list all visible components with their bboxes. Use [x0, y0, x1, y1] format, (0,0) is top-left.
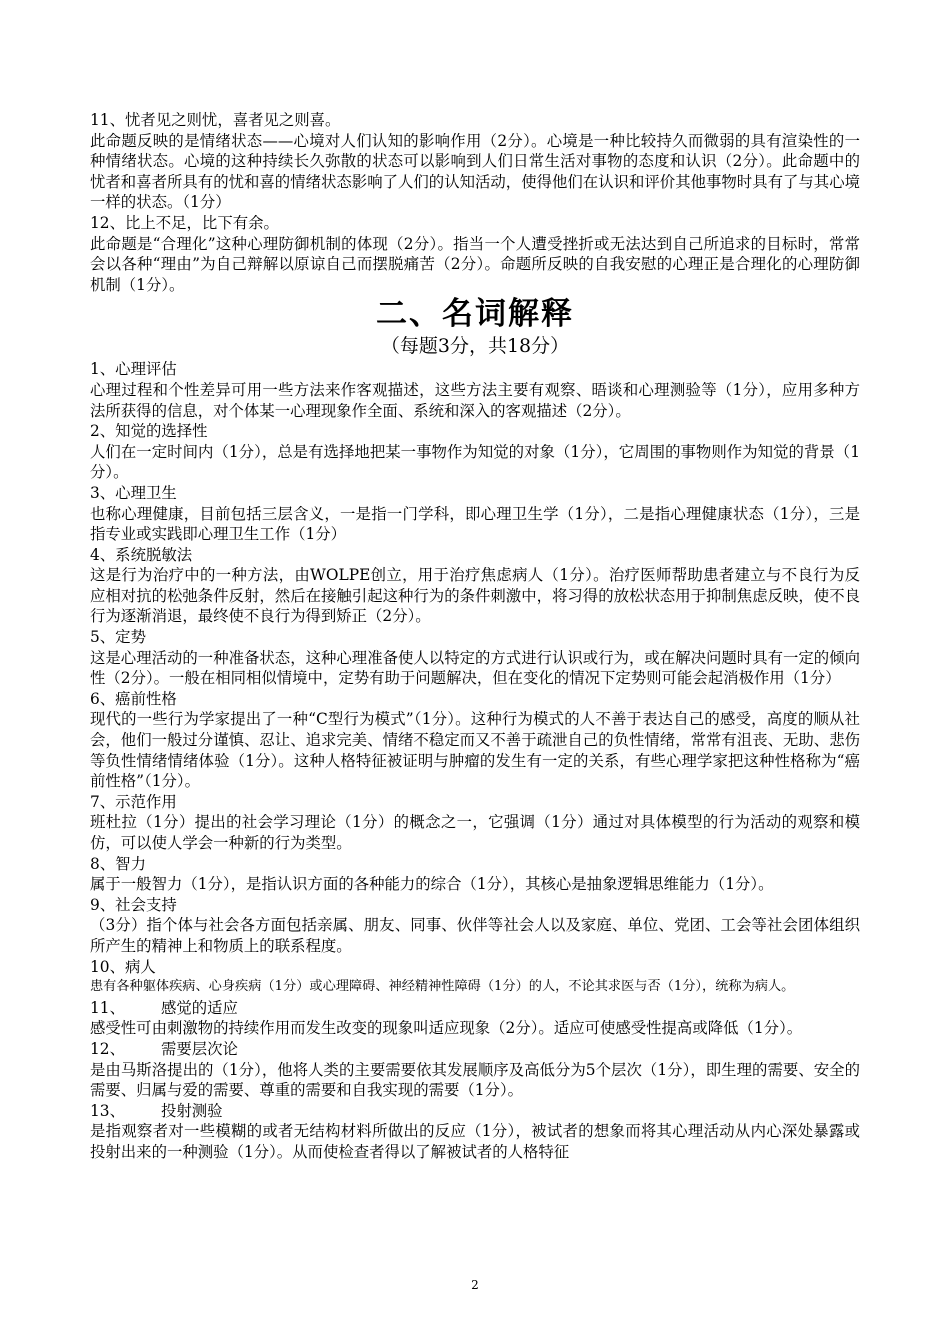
term-13-definition: 是指观察者对一些模糊的或者无结构材料所做出的反应（1分），被试者的想象而将其心理活动从内心深处暴露或投射出来的一种测验（1分）。从而使检查者得以了解被试者的人格特征 [90, 1122, 860, 1161]
term-12-title [90, 1039, 860, 1060]
term-11-name: 感觉的适应 [160, 998, 238, 1017]
term-3-definition: 也称心理健康，目前包括三层含义，一是指一门学科，即心理卫生学（1分），二是指心理健康状态（1分），三是指专业或实践即心理卫生工作（1分） [90, 504, 860, 544]
question-11-answer: 此命题反映的是情绪状态——心境对人们认知的影响作用（2分）。心境是一种比较持久而微弱的具有渲染性的一种情绪状态。心境的这种持续长久弥散的状态可以影响到人们日常生活对事物的态度和认识（2分）。此命题中的忧者和喜者所具有的忧和喜的情绪状态影响了人们的认知活动，使得他们在认识和评价其他事物时具有了与其心境一样的状态。（1分） [90, 131, 860, 212]
term-11-definition: 感受性可由刺激物的持续作用而发生改变的现象叫适应现象（2分）。适应可使感受性提高或降低（1分）。 [90, 1019, 803, 1038]
question-12-title: 12、比上不足，比下有余。 [90, 213, 279, 232]
term-8-title: 8、智力 [90, 854, 146, 873]
term-9-definition: （3分）指个体与社会各方面包括亲属、朋友、同事、伙伴等社会人以及家庭、单位、党团、工会等社会团体组织所产生的精神上和物质上的联系程度。 [90, 916, 860, 955]
term-11-number: 11、 [90, 998, 125, 1017]
term-12-name: 需要层次论 [160, 1039, 238, 1058]
term-10-title: 10、病人 [90, 957, 156, 976]
question-12-answer: 此命题是“合理化”这种心理防御机制的体现（2分）。指当一个人遭受挫折或无法达到自己所追求的目标时，常常会以各种“理由”为自己辩解以原谅自己而摆脱痛苦（2分）。命题所反映的自我安慰的心理正是合理化的心理防御机制（1分）。 [90, 234, 860, 294]
term-3-title: 3、心理卫生 [90, 483, 177, 502]
term-8-definition: 属于一般智力（1分），是指认识方面的各种能力的综合（1分），其核心是抽象逻辑思维能力（1分）。 [90, 875, 774, 894]
question-11-title: 11、忧者见之则忧，喜者见之则喜。 [90, 111, 341, 129]
term-13-number: 13、 [90, 1101, 125, 1120]
section-subtitle: （每题3分，共18分） [380, 335, 570, 358]
section-title: 二、名词解释 [376, 296, 574, 333]
term-12-number: 12、 [90, 1039, 125, 1058]
term-1-title: 1、心理评估 [90, 360, 177, 379]
term-2-definition: 人们在一定时间内（1分），总是有选择地把某一事物作为知觉的对象（1分），它周围的事物则作为知觉的背景（1分）。 [90, 442, 860, 482]
term-4-title: 4、系统脱敏法 [90, 545, 193, 564]
term-13-name: 投射测验 [160, 1101, 223, 1120]
term-4-definition: 这是行为治疗中的一种方法，由WOLPE创立，用于治疗焦虑病人（1分）。治疗医师帮助患者建立与不良行为反应相对抗的松弛条件反射，然后在接触引起这种行为的条件刺激中，将习得的放松状态用于抑制焦虑反映，使不良行为逐渐消退，最终使不良行为得到矫正（2分）。 [90, 566, 860, 626]
term-9-title: 9、社会支持 [90, 895, 177, 914]
term-5-title: 5、定势 [90, 628, 146, 647]
term-2-title: 2、知觉的选择性 [90, 422, 208, 441]
term-12-definition: 是由马斯洛提出的（1分），他将人类的主要需要依其发展顺序及高低分为5个层次（1分），即生理的需要、安全的需要、归属与爱的需要、尊重的需要和自我实现的需要（1分）。 [90, 1060, 860, 1100]
term-1-definition: 心理过程和个性差异可用一些方法来作客观描述，这些方法主要有观察、晤谈和心理测验等（1分），应用多种方法所获得的信息，对个体某一心理现象作全面、系统和深入的客观描述（2分）。 [90, 380, 860, 420]
page-number: 2 [471, 1278, 479, 1292]
term-11-title [90, 998, 860, 1019]
term-13-title [90, 1101, 860, 1122]
document-body [90, 110, 860, 1163]
term-7-definition: 班杜拉（1分）提出的社会学习理论（1分）的概念之一，它强调（1分）通过对具体模型的行为活动的观察和模仿，可以使人学会一种新的行为类型。 [90, 813, 860, 852]
term-5-definition: 这是心理活动的一种准备状态，这种心理准备使人以特定的方式进行认识或行为，或在解决问题时具有一定的倾向性（2分）。一般在相同相似情境中，定势有助于问题解决，但在变化的情况下定势则可能会起消极作用（1分） [90, 648, 860, 688]
term-6-definition: 现代的一些行为学家提出了一种“C型行为模式”（1分）。这种行为模式的人不善于表达自己的感受，高度的顺从社会，他们一般过分谨慎、忍让、追求完美、情绪不稳定而又不善于疏泄自己的负性情绪，常常有沮丧、无助、悲伤等负性情绪情绪体验（1分）。这种人格特征被证明与肿瘤的发生有一定的关系，有些心理学家把这种性格称为“癌前性格”（1分）。 [90, 710, 860, 791]
term-6-title: 6、癌前性格 [90, 689, 177, 708]
term-10-definition: 患有各种躯体疾病、心身疾病（1分）或心理障碍、神经精神性障碍（1分）的人，不论其求医与否（1分），统称为病人。 [90, 979, 795, 995]
term-7-title: 7、示范作用 [90, 792, 177, 811]
